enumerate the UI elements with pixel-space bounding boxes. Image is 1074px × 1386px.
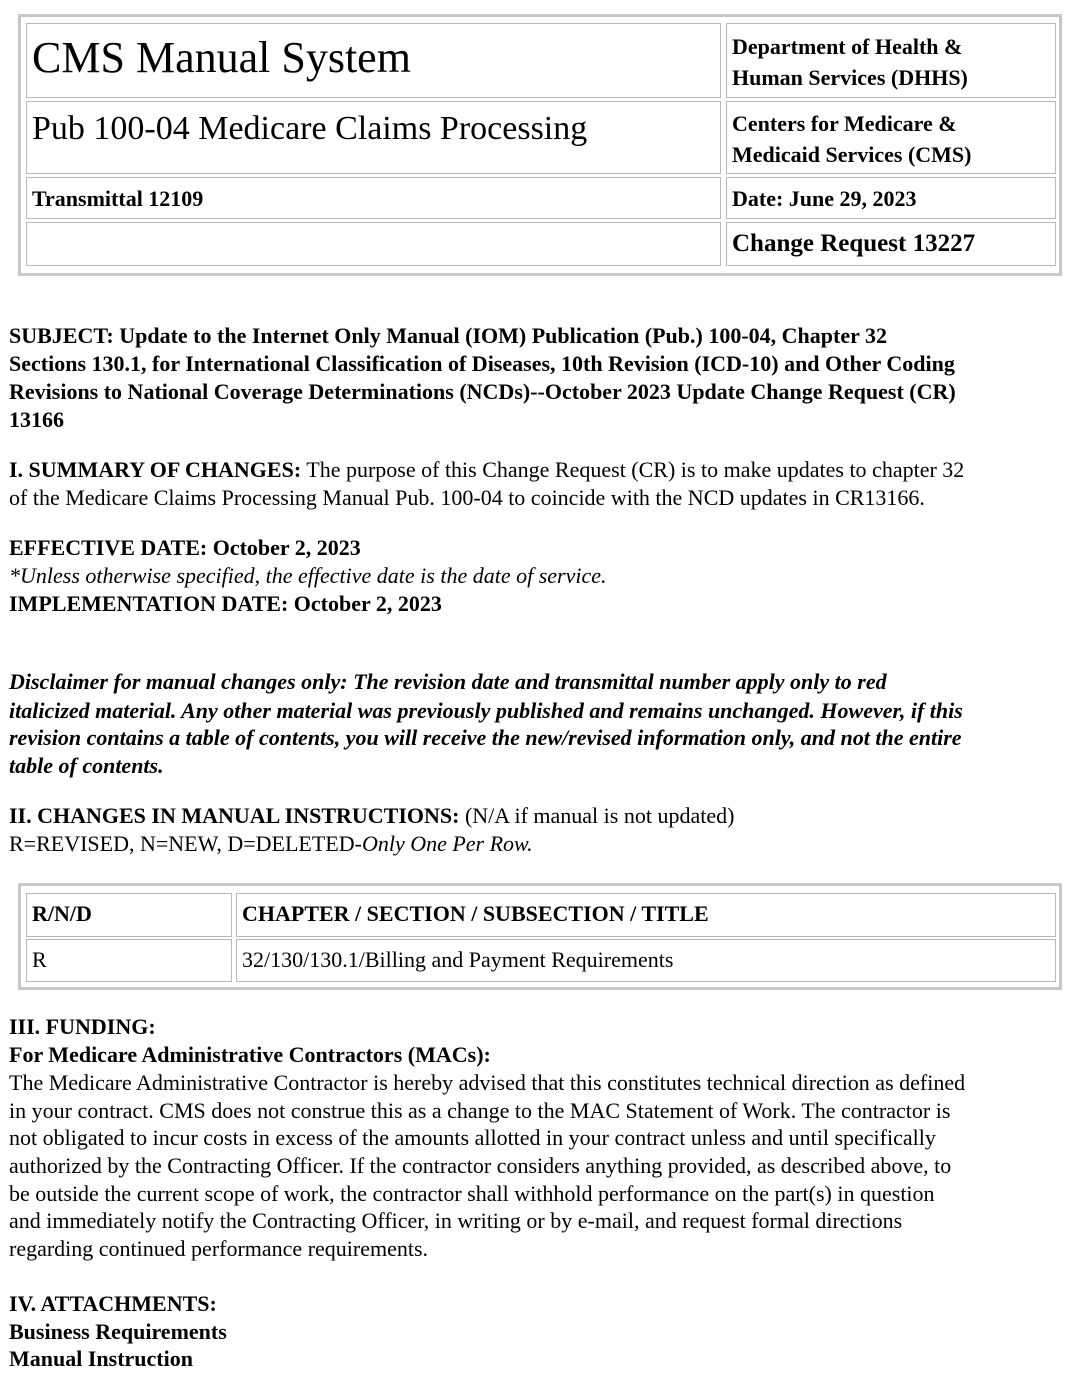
summary-line-1 bbox=[9, 456, 964, 484]
legend-italic: Only One Per Row. bbox=[361, 831, 533, 856]
disclaimer-line-2: italicized material. Any other material was previously published and remains unchanged. However, if this bbox=[9, 698, 963, 723]
disclaimer-line-1: Disclaimer for manual changes only: The revision date and transmittal number apply only to red bbox=[9, 669, 887, 694]
changes-label-note: (N/A if manual is not updated) bbox=[459, 803, 735, 828]
centers-line1: Centers for Medicare & bbox=[732, 111, 957, 136]
department-line2: Human Services (DHHS) bbox=[732, 65, 968, 90]
transmittal-cell bbox=[26, 177, 721, 219]
changes-table bbox=[18, 883, 1062, 990]
attachment-business-requirements: Business Requirements bbox=[9, 1319, 227, 1344]
changes-heading bbox=[9, 802, 734, 830]
publication-cell bbox=[26, 101, 721, 174]
funding-sub-label: For Medicare Administrative Contractors (MACs): bbox=[9, 1042, 491, 1067]
attachment-manual-instruction: Manual Instruction bbox=[9, 1346, 193, 1371]
manual-system-title: CMS Manual System bbox=[32, 33, 411, 82]
funding-line-5: be outside the current scope of work, the contractor shall withhold performance on the part(s) in question bbox=[9, 1181, 935, 1206]
change-request-cell bbox=[726, 222, 1056, 266]
department-line1: Department of Health & bbox=[732, 34, 963, 59]
department-cell bbox=[726, 23, 1056, 98]
effective-date-note: *Unless otherwise specified, the effective date is the date of service. bbox=[9, 563, 607, 588]
change-request-number: Change Request 13227 bbox=[732, 230, 976, 257]
subject-line-2: Sections 130.1, for International Classification of Diseases, 10th Revision (ICD-10) and Other Coding bbox=[9, 351, 955, 376]
issue-date: Date: June 29, 2023 bbox=[732, 186, 917, 211]
legend-text: R=REVISED, N=NEW, D=DELETED- bbox=[9, 831, 362, 856]
changes-label: II. CHANGES IN MANUAL INSTRUCTIONS: bbox=[9, 803, 460, 828]
table-header-rnd: R/N/D bbox=[26, 893, 232, 937]
manual-system-cell bbox=[26, 23, 721, 98]
centers-line2: Medicaid Services (CMS) bbox=[732, 142, 972, 167]
publication-title: Pub 100-04 Medicare Claims Processing bbox=[32, 110, 588, 147]
disclaimer-line-3: revision contains a table of contents, you will receive the new/revised information only, and not the entire bbox=[9, 725, 962, 750]
transmittal-number: Transmittal 12109 bbox=[32, 186, 204, 211]
subject-line-4: 13166 bbox=[9, 407, 64, 432]
funding-line-3: not obligated to incur costs in excess of the amounts allotted in your contract unless and until specifically bbox=[9, 1125, 936, 1150]
centers-cell bbox=[726, 101, 1056, 174]
funding-label: III. FUNDING: bbox=[9, 1014, 156, 1039]
funding-line-6: and immediately notify the Contracting Officer, in writing or by e-mail, and request formal directions bbox=[9, 1208, 903, 1233]
empty-cell bbox=[26, 222, 721, 266]
table-row-chapter: 32/130/130.1/Billing and Payment Requirements bbox=[236, 939, 1056, 982]
changes-legend bbox=[9, 830, 533, 858]
subject-line-3: Revisions to National Coverage Determinations (NCDs)--October 2023 Update Change Request (CR) bbox=[9, 379, 956, 404]
summary-label: I. SUMMARY OF CHANGES: bbox=[9, 457, 302, 482]
date-cell bbox=[726, 177, 1056, 219]
table-header-chapter: CHAPTER / SECTION / SUBSECTION / TITLE bbox=[236, 893, 1056, 937]
summary-line-2: of the Medicare Claims Processing Manual Pub. 100-04 to coincide with the NCD updates in CR13166. bbox=[9, 485, 925, 510]
subject-line-1: SUBJECT: Update to the Internet Only Manual (IOM) Publication (Pub.) 100-04, Chapter 32 bbox=[9, 323, 887, 348]
effective-date: EFFECTIVE DATE: October 2, 2023 bbox=[9, 535, 361, 560]
funding-line-7: regarding continued performance requirements. bbox=[9, 1236, 429, 1261]
funding-line-2: in your contract. CMS does not construe this as a change to the MAC Statement of Work. The contractor is bbox=[9, 1098, 951, 1123]
funding-line-1: The Medicare Administrative Contractor is hereby advised that this constitutes technical direction as defined bbox=[9, 1070, 966, 1095]
table-row-rnd: R bbox=[26, 939, 232, 982]
funding-line-4: authorized by the Contracting Officer. If the contractor considers anything provided, as described above, to bbox=[9, 1153, 952, 1178]
summary-text-1: The purpose of this Change Request (CR) is to make updates to chapter 32 bbox=[301, 457, 965, 482]
disclaimer-line-4: table of contents. bbox=[9, 753, 164, 778]
attachments-label: IV. ATTACHMENTS: bbox=[9, 1291, 217, 1316]
header-table bbox=[18, 14, 1062, 276]
implementation-date: IMPLEMENTATION DATE: October 2, 2023 bbox=[9, 591, 442, 616]
